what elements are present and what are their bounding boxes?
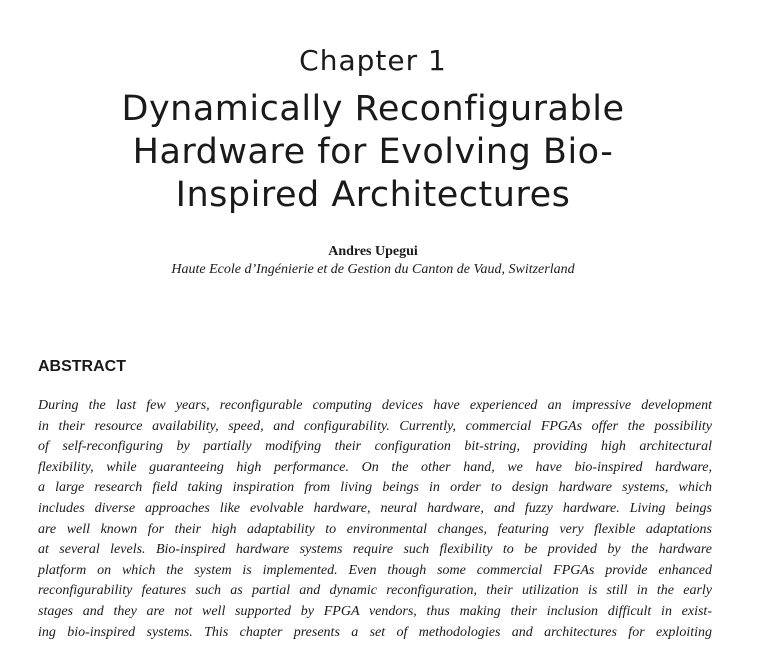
abstract-line: of self-reconfiguring by partially modifying their configuration bit-string, providing high architectural [38, 439, 712, 455]
abstract-line: includes diverse approaches like evolvable hardware, neural hardware, and fuzzy hardware. Living beings [38, 500, 712, 516]
author-affiliation: Haute Ecole d’Ingénierie et de Gestion du Canton de Vaud, Switzerland [171, 262, 575, 277]
abstract-body [38, 396, 712, 643]
chapter-title-line: Inspired Architectures [175, 175, 571, 215]
abstract-line: During the last few years, reconfigurable computing devices have experienced an impressive development [38, 398, 712, 413]
abstract-line: stages and they are not well supported by FPGA vendors, thus making their inclusion difficult in exist- [38, 603, 712, 619]
abstract-line: a large research field taking inspiration from living beings in order to design hardware systems, which [38, 480, 712, 496]
chapter-title-line: Hardware for Evolving Bio- [132, 132, 614, 172]
chapter-title-line: Dynamically Reconfigurable [121, 89, 625, 129]
chapter-label: Chapter 1 [299, 44, 447, 77]
abstract-line: reconfigurability features such as partial and dynamic reconfiguration, their utilization is still in the early [38, 583, 712, 599]
abstract-line: ing bio-inspired systems. This chapter presents a set of methodologies and architectures for exploiting [38, 624, 712, 640]
chapter-title [60, 88, 686, 217]
abstract-line: in their resource availability, speed, and configurability. Currently, commercial FPGAs offer the possibility [38, 418, 712, 434]
abstract-line: at several levels. Bio-inspired hardware systems require such flexibility to be provided by the hardware [38, 542, 712, 558]
abstract-heading: ABSTRACT [38, 358, 126, 375]
author-name: Andres Upegui [328, 244, 418, 259]
abstract-line: are well known for their high adaptability to environmental changes, featuring very flexible adaptations [38, 521, 712, 537]
abstract-line: flexibility, while guaranteeing high performance. On the other hand, we have bio-inspired hardware, [38, 459, 712, 475]
abstract-line: platform on which the system is implemented. Even though some commercial FPGAs provide enhanced [38, 562, 712, 578]
